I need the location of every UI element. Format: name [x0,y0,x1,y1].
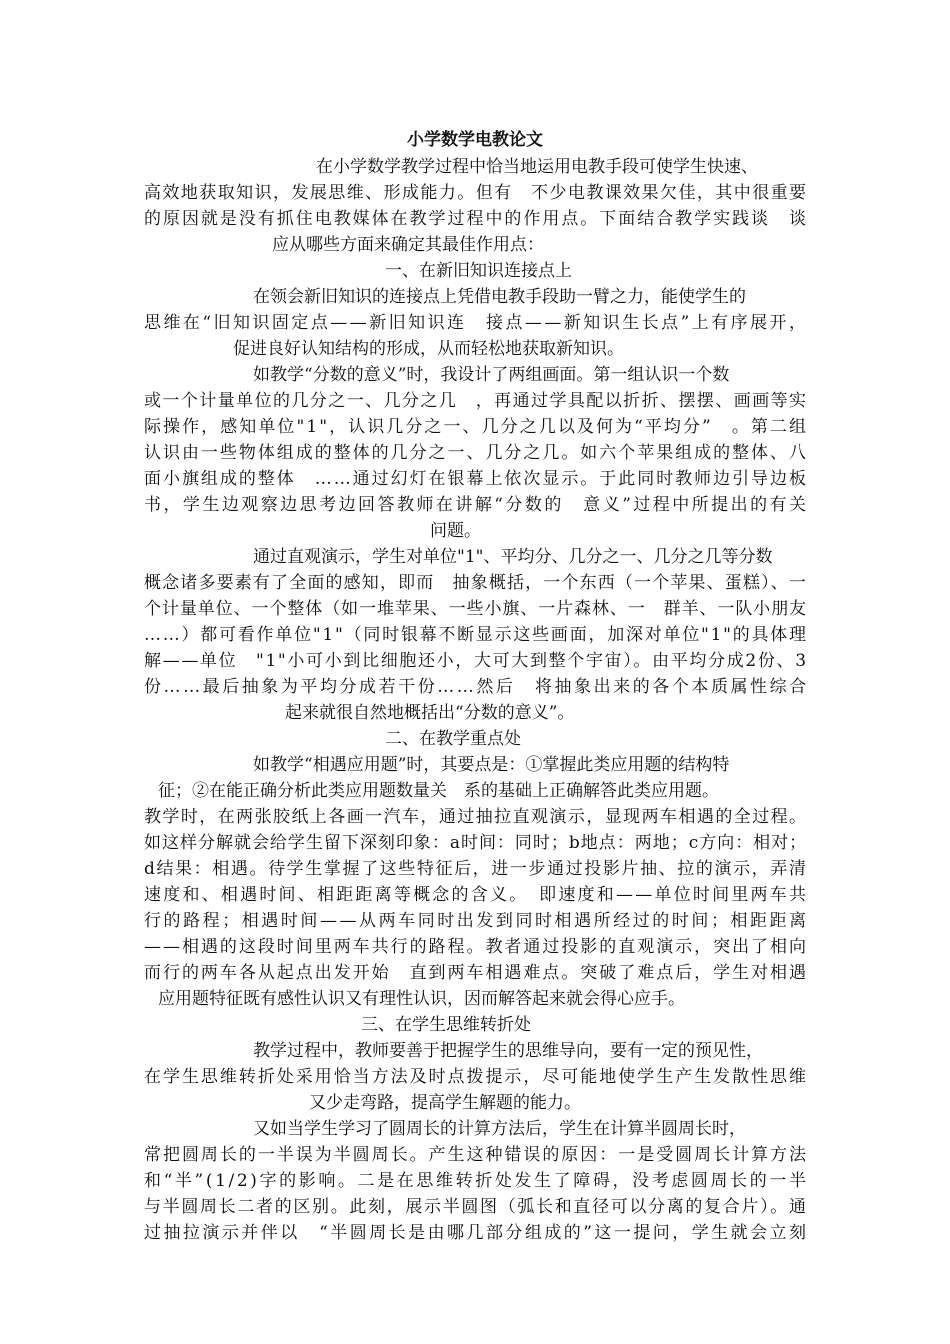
paragraph-line: d结果：相遇。待学生掌握了这些特征后，进一步通过投影片抽、拉的演示，弄清 [144,859,808,879]
section-heading: 一、在新旧知识连接点上 [385,261,572,281]
paragraph-line: 通过直观演示，学生对单位"1"、平均分、几分之一、几分之几等分数 [253,547,773,567]
paragraph-line: 份……最后抽象为平均分成若干份……然后 将抽象出来的各个本质属性综合 [144,677,809,697]
paragraph-line: 教学时，在两张胶纸上各画一汽车，通过抽拉直观演示，显现两车相遇的全过程。 [144,807,808,827]
paragraph-line: 常把圆周长的一半误为半圆周长。产生这种错误的原因：一是受圆周长计算方法 [144,1145,808,1165]
paragraph-line: 如教学“分数的意义”时，我设计了两组画面。第一组认识一个数 [253,365,730,385]
paragraph-line: 教学过程中，教师要善于把握学生的思维导向，要有一定的预见性， [253,1041,763,1061]
paragraph-line: 个计量单位、一个整体（如一堆苹果、一些小旗、一片森林、一 群羊、一队小朋友 [144,599,808,619]
paragraph-line: 解——单位 "1"小可小到比细胞还小，大可大到整个宇宙）。由平均分成2份、3 [144,651,808,671]
paragraph-line: 高效地获取知识，发展思维、形成能力。但有 不少电教课效果欠佳，其中很重要 [144,183,808,203]
paragraph-line: 应从哪些方面来确定其最佳作用点： [272,235,544,255]
paragraph-line: 行的路程；相遇时间——从两车同时出发到同时相遇所经过的时间；相距距离 [144,911,809,931]
paragraph-line: 认识由一些物体组成的整体的几分之一、几分之几。如六个苹果组成的整体、八 [144,443,808,463]
paragraph-line: 促进良好认知结构的形成，从而轻松地获取新知识。 [233,339,624,359]
section-heading: 二、在教学重点处 [385,729,521,749]
paragraph-line: 而行的两车各从起点出发开始 直到两车相遇难点。突破了难点后，学生对相遇 [144,963,808,983]
paragraph-line: 速度和、相遇时间、相距距离等概念的含义。 即速度和——单位时间里两车共 [144,885,809,905]
paragraph-line: 和“半”(1/2)字的影响。二是在思维转折处发生了障碍，没考虑圆周长的一半 [144,1171,809,1191]
paragraph-line: 又如当学生学习了圆周长的计算方法后，学生在计算半圆周长时， [253,1119,746,1139]
paragraph-line: 征；②在能正确分析此类应用题数量关 系的基础上正确解答此类应用题。 [158,781,719,801]
paragraph-line: 的原因就是没有抓住电教媒体在教学过程中的作用点。下面结合教学实践谈 谈 [144,209,808,229]
paragraph-line: 思维在“旧知识固定点——新旧知识连 接点——新知识生长点”上有序展开， [144,313,809,333]
paragraph-line: 起来就很自然地概括出“分数的意义”。 [285,703,575,723]
paragraph-line: 在领会新旧知识的连接点上凭借电教手段助一臂之力，能使学生的 [253,287,746,307]
paragraph-line: 应用题特征既有感性认识又有理性认识，因而解答起来就会得心应手。 [158,989,685,1009]
paragraph-line: 书，学生边观察边思考边回答教师在讲解“分数的 意义”过程中所提出的有关 [144,495,809,515]
paragraph-line: ……）都可看作单位"1"（同时银幕不断显示这些画面，加深对单位"1"的具体理 [144,625,808,645]
paragraph-line: 如教学“相遇应用题”时，其要点是：①掌握此类应用题的结构特 [253,755,730,775]
paragraph-line: 过抽拉演示并伴以 “半圆周长是由哪几部分组成的”这一提问，学生就会立刻 [144,1223,809,1243]
paragraph-line: 在学生思维转折处采用恰当方法及时点拨提示，尽可能地使学生产生发散性思维 [144,1067,808,1087]
paragraph-line: 面小旗组成的整体 ……通过幻灯在银幕上依次显示。于此同时教师边引导边板 [144,469,808,489]
paragraph-line: ——相遇的这段时间里两车共行的路程。教者通过投影的直观演示，突出了相向 [144,937,808,957]
paragraph-line: 如这样分解就会给学生留下深刻印象：a时间：同时；b地点：两地；c方向：相对； [144,833,808,853]
section-heading: 三、在学生思维转折处 [361,1015,531,1035]
paragraph-line: 际操作，感知单位"1"，认识几分之一、几分之几以及何为“平均分” 。第二组 [144,417,809,437]
paragraph-line: 问题。 [430,521,481,541]
paragraph-line: 在小学数学教学过程中恰当地运用电教手段可使学生快速、 [316,157,758,177]
paragraph-line: 概念诸多要素有了全面的感知，即而 抽象概括，一个东西（一个苹果、蛋糕）、一 [144,573,808,593]
paragraph-line: 或一个计量单位的几分之一、几分之几 ，再通过学具配以折折、摆摆、画画等实 [144,391,808,411]
paragraph-line: 与半圆周长二者的区别。此刻，展示半圆图（弧长和直径可以分离的复合片）。通 [144,1197,808,1217]
paragraph-line: 又少走弯路，提高学生解题的能力。 [309,1093,581,1113]
document-title: 小学数学电教论文 [407,130,543,150]
